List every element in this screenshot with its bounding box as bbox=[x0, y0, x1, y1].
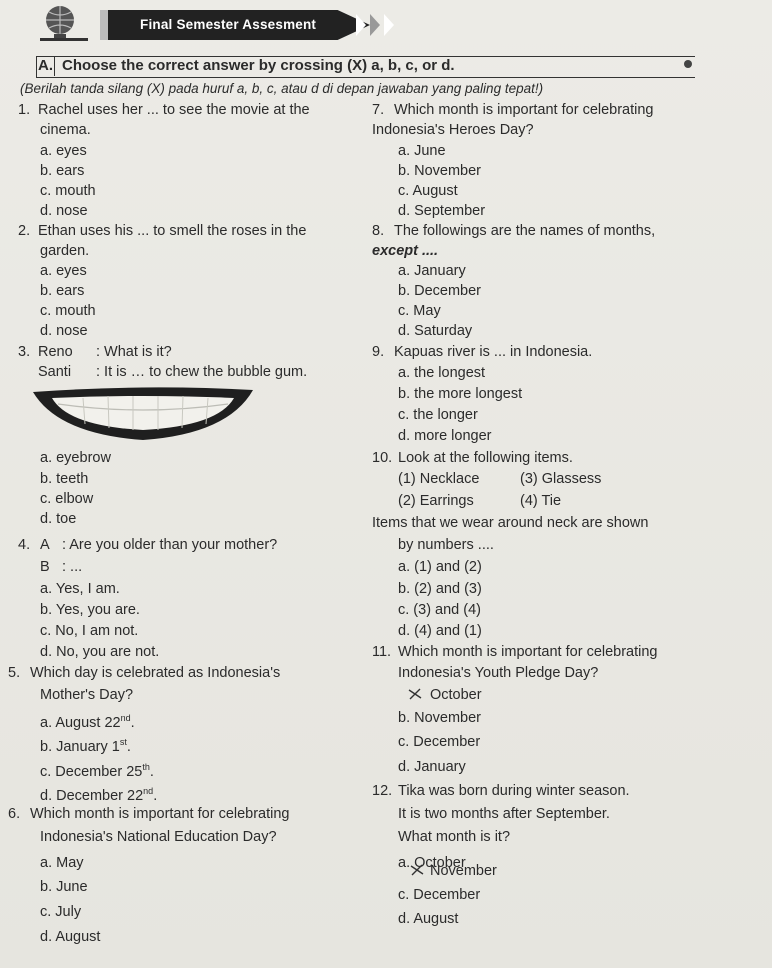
q12-text-2: It is two months after September. bbox=[398, 806, 610, 822]
q3-number: 3. bbox=[18, 344, 31, 360]
q4-line-a: : Are you older than your mother? bbox=[62, 537, 278, 553]
q12-option-a[interactable]: a. October bbox=[398, 855, 466, 871]
q1-option-b[interactable]: b. ears bbox=[40, 163, 85, 179]
q9-number: 9. bbox=[372, 344, 385, 360]
q6-option-b[interactable]: b. June bbox=[40, 879, 88, 895]
q9-text: Kapuas river is ... in Indonesia. bbox=[394, 344, 593, 360]
chevron-right-icon bbox=[384, 14, 394, 36]
q8-option-a[interactable]: a. January bbox=[398, 263, 466, 279]
q3-option-b[interactable]: b. teeth bbox=[40, 471, 89, 487]
q6-number: 6. bbox=[8, 806, 21, 822]
q3-option-a[interactable]: a. eyebrow bbox=[40, 450, 111, 466]
page-title: Final Semester Assesment bbox=[140, 17, 317, 32]
q2-text: Ethan uses his ... to smell the roses in the bbox=[38, 223, 307, 239]
q1-option-d[interactable]: d. nose bbox=[40, 203, 88, 219]
q3-option-d[interactable]: d. toe bbox=[40, 511, 77, 527]
q5-option-c[interactable]: c. December 25th. bbox=[40, 762, 154, 780]
q8-option-c[interactable]: c. May bbox=[398, 303, 441, 319]
q1-text-2: cinema. bbox=[40, 122, 91, 138]
q7-option-c[interactable]: c. August bbox=[398, 183, 458, 199]
q8-option-b[interactable]: b. December bbox=[398, 283, 482, 299]
q8-option-d[interactable]: d. Saturday bbox=[398, 323, 473, 339]
q7-text: Which month is important for celebrating bbox=[394, 102, 654, 118]
q11-option-d[interactable]: d. January bbox=[398, 759, 466, 775]
q10-option-a[interactable]: a. (1) and (2) bbox=[398, 559, 482, 575]
q2-text-2: garden. bbox=[40, 243, 90, 259]
q2-option-a[interactable]: a. eyes bbox=[40, 263, 87, 279]
q4-line-b: : ... bbox=[62, 559, 83, 575]
q11-text-2: Indonesia's Youth Pledge Day? bbox=[398, 665, 599, 681]
q10-item-2: (2) Earrings bbox=[398, 493, 474, 509]
q7-option-b[interactable]: b. November bbox=[398, 163, 482, 179]
q12-number: 12. bbox=[372, 783, 393, 799]
q5-option-d-text: d. December 22 bbox=[40, 787, 144, 804]
q5-option-a-suffix: nd bbox=[120, 713, 131, 723]
q9-option-a[interactable]: a. the longest bbox=[398, 365, 486, 381]
q5-text-2: Mother's Day? bbox=[40, 687, 134, 703]
q11-option-a[interactable]: October bbox=[430, 687, 482, 703]
q5-option-b-suffix: st bbox=[119, 737, 127, 747]
q3-line-a: : What is it? bbox=[96, 344, 172, 360]
q1-option-a[interactable]: a. eyes bbox=[40, 143, 87, 159]
q9-option-d[interactable]: d. more longer bbox=[398, 428, 492, 444]
q6-text-2: Indonesia's National Education Day? bbox=[40, 829, 277, 845]
q11-text: Which month is important for celebrating bbox=[398, 644, 658, 660]
section-instruction: (Berilah tanda silang (X) pada huruf a, b, c, atau d di depan jawaban yang paling tepat!) bbox=[20, 81, 544, 96]
q5-option-a[interactable]: a. August 22nd. bbox=[40, 713, 135, 731]
chevron-right-icon bbox=[370, 14, 380, 36]
q3-speaker-b: Santi bbox=[38, 364, 72, 380]
q10-item-4: (4) Tie bbox=[520, 493, 562, 509]
q7-option-a[interactable]: a. June bbox=[398, 143, 446, 159]
q6-option-d[interactable]: d. August bbox=[40, 929, 101, 945]
q8-number: 8. bbox=[372, 223, 385, 239]
cross-mark-icon bbox=[410, 864, 424, 876]
q5-text: Which day is celebrated as Indonesia's bbox=[30, 665, 281, 681]
globe-icon bbox=[34, 4, 94, 44]
q7-option-d[interactable]: d. September bbox=[398, 203, 486, 219]
q4-number: 4. bbox=[18, 537, 31, 553]
q9-option-b[interactable]: b. the more longest bbox=[398, 386, 523, 402]
q5-option-b-text: b. January 1 bbox=[40, 738, 120, 755]
q3-line-b: : It is … to chew the bubble gum. bbox=[96, 364, 308, 380]
q9-option-c[interactable]: c. the longer bbox=[398, 407, 478, 423]
q5-option-b[interactable]: b. January 1st. bbox=[40, 737, 131, 755]
q11-option-b[interactable]: b. November bbox=[398, 710, 482, 726]
q5-option-d[interactable]: d. December 22nd. bbox=[40, 786, 158, 804]
section-title: Choose the correct answer by crossing (X) a, b, c, or d. bbox=[62, 57, 455, 74]
q6-text: Which month is important for celebrating bbox=[30, 806, 290, 822]
q5-option-c-text: c. December 25 bbox=[40, 763, 143, 780]
banner-stripe bbox=[100, 10, 108, 40]
q10-number: 10. bbox=[372, 450, 393, 466]
q10-text: Look at the following items. bbox=[398, 450, 573, 466]
q11-number: 11. bbox=[372, 644, 392, 660]
q10-option-d[interactable]: d. (4) and (1) bbox=[398, 623, 482, 639]
q12-option-d[interactable]: d. August bbox=[398, 911, 459, 927]
cross-mark-icon bbox=[408, 688, 422, 700]
q2-option-d[interactable]: d. nose bbox=[40, 323, 88, 339]
q4-speaker-b: B bbox=[40, 559, 50, 575]
q5-option-c-suffix: th bbox=[142, 762, 150, 772]
q10-text-3: by numbers .... bbox=[398, 537, 494, 553]
q12-option-c[interactable]: c. December bbox=[398, 887, 481, 903]
q5-number: 5. bbox=[8, 665, 21, 681]
q7-text-2: Indonesia's Heroes Day? bbox=[372, 122, 534, 138]
q4-option-c[interactable]: c. No, I am not. bbox=[40, 623, 139, 639]
q6-option-c[interactable]: c. July bbox=[40, 904, 82, 920]
q3-speaker-a: Reno bbox=[38, 344, 73, 360]
section-letter: A. bbox=[38, 57, 53, 74]
q1-number: 1. bbox=[18, 102, 31, 118]
q10-item-1: (1) Necklace bbox=[398, 471, 480, 487]
q1-text: Rachel uses her ... to see the movie at the bbox=[38, 102, 310, 118]
q6-option-a[interactable]: a. May bbox=[40, 855, 84, 871]
q5-option-d-suffix: nd bbox=[143, 786, 154, 796]
q5-option-a-text: a. August 22 bbox=[40, 714, 121, 731]
q10-text-2: Items that we wear around neck are shown bbox=[372, 515, 649, 531]
q8-text-2: except .... bbox=[372, 243, 439, 259]
teeth-smile-image bbox=[28, 384, 258, 444]
q2-number: 2. bbox=[18, 223, 31, 239]
q4-option-a[interactable]: a. Yes, I am. bbox=[40, 581, 120, 597]
q7-number: 7. bbox=[372, 102, 385, 118]
q3-option-c[interactable]: c. elbow bbox=[40, 491, 94, 507]
q10-item-3: (3) Glassess bbox=[520, 471, 602, 487]
q4-speaker-a: A bbox=[40, 537, 50, 553]
bullet-dot bbox=[684, 60, 692, 68]
q10-option-b[interactable]: b. (2) and (3) bbox=[398, 581, 482, 597]
q2-option-b[interactable]: b. ears bbox=[40, 283, 85, 299]
chevron-right-icon bbox=[356, 14, 366, 36]
q4-option-d[interactable]: d. No, you are not. bbox=[40, 644, 160, 660]
q12-text-3: What month is it? bbox=[398, 829, 511, 845]
q2-option-c[interactable]: c. mouth bbox=[40, 303, 96, 319]
q11-option-c[interactable]: c. December bbox=[398, 734, 481, 750]
q1-option-c[interactable]: c. mouth bbox=[40, 183, 96, 199]
q10-option-c[interactable]: c. (3) and (4) bbox=[398, 602, 481, 618]
q4-option-b[interactable]: b. Yes, you are. bbox=[40, 602, 140, 618]
q12-option-b[interactable]: November bbox=[430, 863, 497, 879]
q8-text: The followings are the names of months, bbox=[394, 223, 656, 239]
q12-text: Tika was born during winter season. bbox=[398, 783, 630, 799]
